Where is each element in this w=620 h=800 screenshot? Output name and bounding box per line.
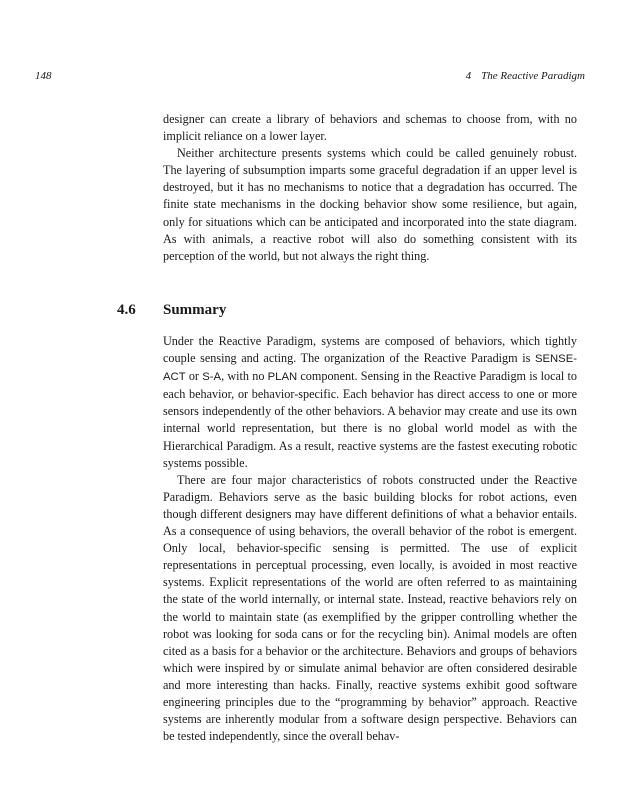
- summary-intro-text-2: or: [185, 369, 203, 384]
- running-head: [466, 70, 585, 82]
- term-s-a: S-A: [202, 371, 222, 384]
- section-title: Summary: [163, 302, 227, 318]
- summary-intro-text-4: component. Sensing in the Reactive Paradigm is local to each behavior, or behavior-specific. Each behavior has direct access to one or more sensors independently of the other behaviors. A behavior may create and use its own internal world representation, but there is no global world model as with the Hierarchical Paradigm. As a result, reactive systems are the fastest executing robotic systems possible.: [163, 369, 577, 470]
- running-head-chapter-number: 4: [465, 70, 472, 82]
- text-block-continuation: [163, 111, 577, 265]
- section-number: 4.6: [117, 302, 136, 318]
- summary-text-block: [163, 333, 577, 745]
- term-plan: PLAN: [267, 371, 298, 384]
- running-head-chapter-title: The Reactive Paradigm: [481, 70, 585, 82]
- paragraph-characteristics: There are four major characteristics of robots constructed under the Reactive Paradigm. Behaviors serve as the basic building blocks for robot actions, even though different designers may have different definitions of what a behavior entails. As a consequence of using behaviors, the overall behavior of the robot is emergent. Only local, behavior-specific sensing is permitted. The use of explicit representations in perceptual processing, even locally, is avoided in most reactive systems. Explicit representations of the world are often referred to as maintaining the state of the world internally, or internal state. Instead, reactive behaviors rely on the world to maintain state (as exemplified by the gripper controlling whether the robot was looking for soda cans or for the recycling bin). Animal models are often cited as a basis for a behavior or the architecture. Behaviors and groups of behaviors which were inspired by or simulate animal behavior are often considered desirable and more interesting than hacks. Finally, reactive systems exhibit good software engineering principles due to the “programming by behavior” approach. Reactive systems are inherently modular from a software design perspective. Behaviors can be tested independently, since the overall behav-: [163, 472, 577, 744]
- section-heading: [117, 302, 226, 319]
- term-sense-act: SENSE-ACT: [163, 353, 577, 384]
- paragraph-architecture-robustness: Neither architecture presents systems which could be called genuinely robust. The layering of subsumption imparts some graceful degradation if an upper level is destroyed, but it has no mechanisms to notice that a degradation has occurred. The finite state mechanisms in the docking behavior show some resilience, but again, only for situations which can be anticipated and incorporated into the state diagram. As with animals, a reactive robot will also do something consistent with its perception of the world, but not always the right thing.: [163, 146, 577, 263]
- paragraph-continued: designer can create a library of behaviors and schemas to choose from, with no implicit reliance on a lower layer.: [163, 112, 577, 144]
- paragraph-summary-intro: [163, 333, 577, 472]
- summary-intro-text-1: Under the Reactive Paradigm, systems are composed of behaviors, which tightly couple sensing and acting. The organization of the Reactive Paradigm is: [163, 334, 577, 366]
- page-number: 148: [35, 70, 52, 82]
- summary-intro-text-3: , with no: [221, 369, 268, 384]
